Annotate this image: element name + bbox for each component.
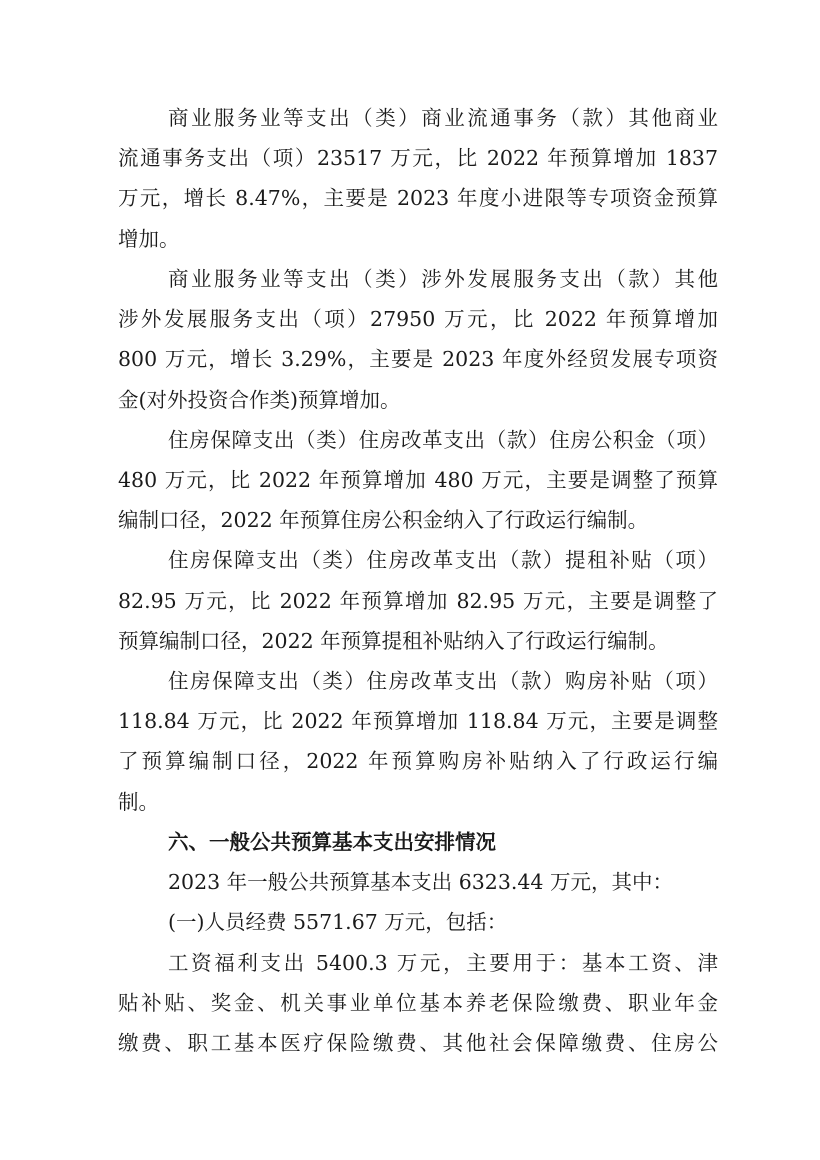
section-heading: 六、一般公共预算基本支出安排情况: [168, 830, 496, 854]
paragraph-line: (一)人员经费 5571.67 万元，包括：: [168, 910, 508, 934]
paragraph-line: 住房保障支出（类）住房改革支出（款）住房公积金（项）: [168, 428, 718, 452]
paragraph-line: 2023 年一般公共预算基本支出 6323.44 万元，其中：: [168, 870, 673, 894]
paragraph-line: 800 万元，增长 3.29%，主要是 2023 年度外经贸发展专项资: [118, 347, 718, 371]
paragraph-line: 预算编制口径，2022 年预算提租补贴纳入了行政运行编制。: [118, 629, 669, 653]
paragraph-line: 118.84 万元，比 2022 年预算增加 118.84 万元，主要是调整: [118, 709, 718, 733]
paragraph-line: 贴补贴、奖金、机关事业单位基本养老保险缴费、职业年金: [118, 991, 718, 1015]
paragraph-line: 住房保障支出（类）住房改革支出（款）提租补贴（项）: [168, 548, 718, 572]
paragraph-line: 住房保障支出（类）住房改革支出（款）购房补贴（项）: [168, 669, 718, 693]
paragraph-line: 涉外发展服务支出（项）27950 万元，比 2022 年预算增加: [118, 307, 718, 331]
paragraph-line: 82.95 万元，比 2022 年预算增加 82.95 万元，主要是调整了: [118, 589, 718, 613]
paragraph-line: 制。: [118, 790, 159, 814]
paragraph-line: 缴费、职工基本医疗保险缴费、其他社会保障缴费、住房公: [118, 1031, 718, 1055]
paragraph-line: 增加。: [118, 227, 180, 251]
paragraph-line: 工资福利支出 5400.3 万元，主要用于：基本工资、津: [168, 951, 718, 975]
paragraph-line: 编制口径，2022 年预算住房公积金纳入了行政运行编制。: [118, 508, 649, 532]
paragraph-line: 商业服务业等支出（类）涉外发展服务支出（款）其他: [168, 267, 718, 291]
paragraph-line: 流通事务支出（项）23517 万元，比 2022 年预算增加 1837: [118, 146, 718, 170]
paragraph-line: 商业服务业等支出（类）商业流通事务（款）其他商业: [168, 106, 718, 130]
paragraph-line: 万元，增长 8.47%，主要是 2023 年度小进限等专项资金预算: [118, 186, 718, 210]
paragraph-line: 480 万元，比 2022 年预算增加 480 万元，主要是调整了预算: [118, 468, 718, 492]
paragraph-line: 金(对外投资合作类)预算增加。: [118, 388, 401, 412]
paragraph-line: 了预算编制口径，2022 年预算购房补贴纳入了行政运行编: [118, 749, 718, 773]
